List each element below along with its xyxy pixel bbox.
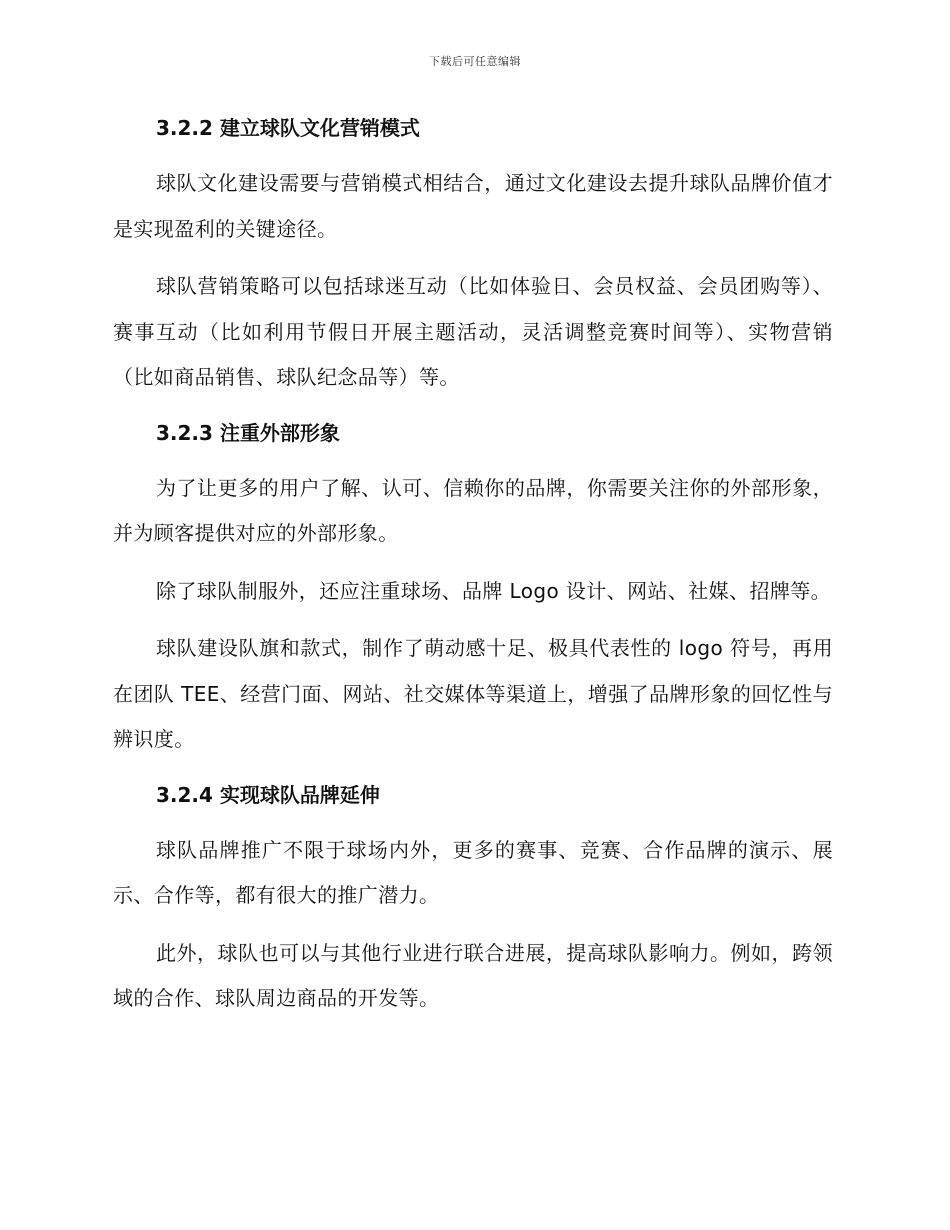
paragraph: 球队品牌推广不限于球场内外，更多的赛事、竞赛、合作品牌的演示、展示、合作等，都有很大的推广潜力。: [113, 837, 833, 907]
section-heading-3-2-2: 3.2.2 建立球队文化营销模式: [156, 116, 420, 140]
document-body: [113, 110, 833, 1022]
section-heading-3-2-4: 3.2.4 实现球队品牌延伸: [156, 782, 380, 807]
paragraph: 球队建设队旗和款式，制作了萌动感十足、极具代表性的 logo 符号，再用在团队 TEE、经营门面、网站、社交媒体等渠道上，增强了品牌形象的回忆性与辨识度。: [113, 636, 833, 751]
paragraph: 除了球队制服外，还应注重球场、品牌 Logo 设计、网站、社媒、招牌等。: [156, 578, 832, 603]
paragraph: 此外，球队也可以与其他行业进行联合进展，提高球队影响力。例如，跨领域的合作、球队周边商品的开发等。: [113, 940, 833, 1010]
paragraph: 为了让更多的用户了解、认可、信赖你的品牌，你需要关注你的外部形象，并为顾客提供对应的外部形象。: [113, 475, 833, 545]
paragraph: 球队文化建设需要与营销模式相结合，通过文化建设去提升球队品牌价值才是实现盈利的关键途径。: [113, 171, 833, 241]
paragraph: 球队营销策略可以包括球迷互动（比如体验日、会员权益、会员团购等）、赛事互动（比如利用节假日开展主题活动，灵活调整竞赛时间等）、实物营销（比如商品销售、球队纪念品等）等。: [113, 274, 833, 389]
section-heading-3-2-3: 3.2.3 注重外部形象: [156, 420, 340, 445]
page-header: 下载后可任意编辑: [429, 55, 521, 68]
